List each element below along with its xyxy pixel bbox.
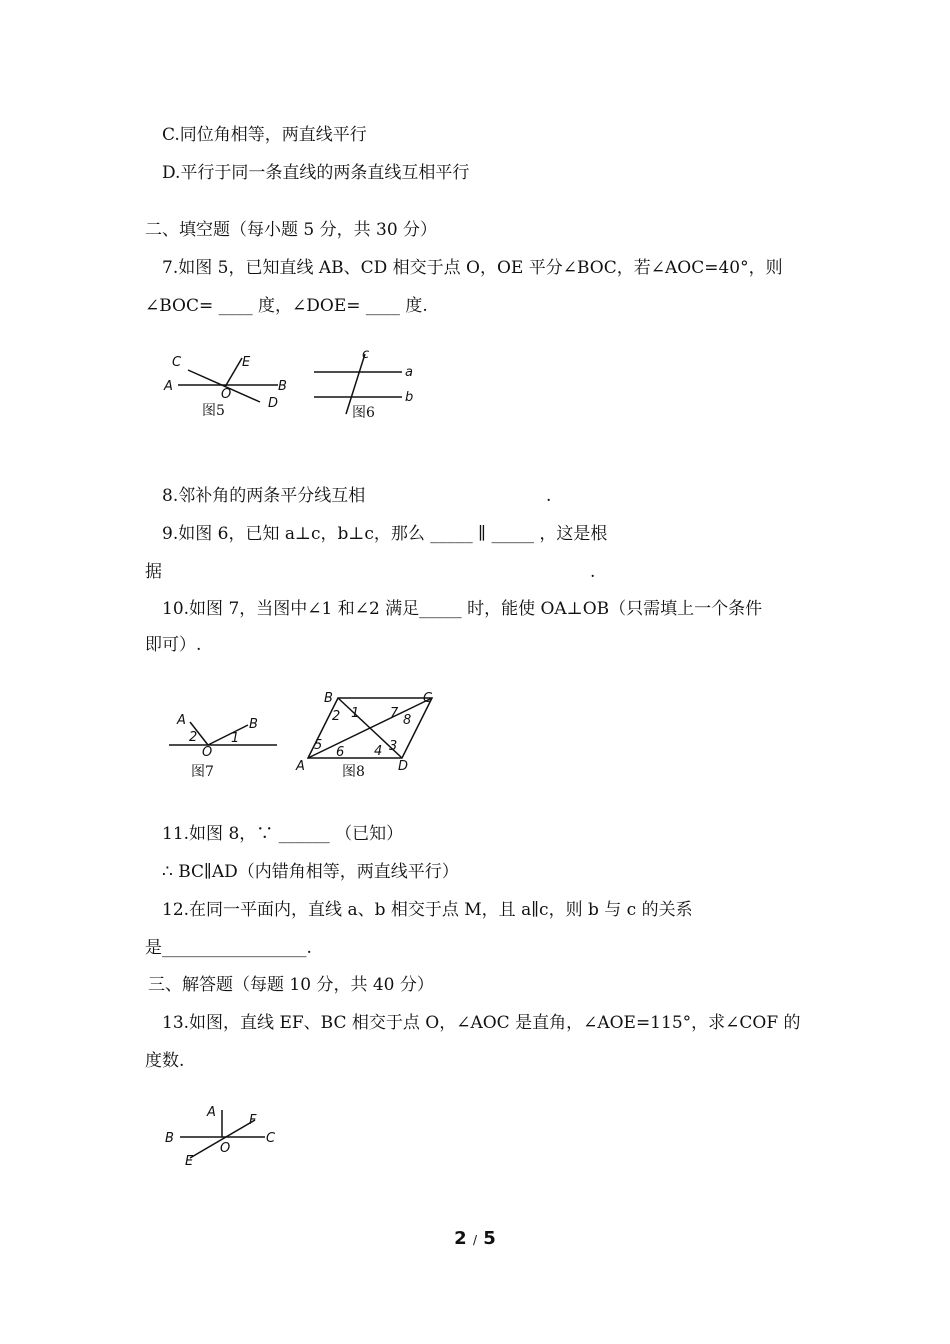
fig7-caption: 图7 <box>191 764 214 780</box>
q12-line2: 是_________________. <box>145 938 312 958</box>
option-c: C.同位角相等，两直线平行 <box>162 125 367 145</box>
fig8-label-4: 4 <box>374 744 383 759</box>
q11-line2: ∴ BC∥AD（内错角相等，两直线平行） <box>162 862 459 882</box>
fig7-label-a: A <box>177 713 186 728</box>
q9-end: . <box>590 562 596 582</box>
fig5-label-a: A <box>164 379 173 394</box>
figure-5 <box>160 350 300 427</box>
fig8-label-a: A <box>296 759 305 774</box>
fig13-label-f: F <box>249 1113 257 1128</box>
fig13-label-e: E <box>185 1154 194 1169</box>
page-separator: / <box>472 1233 478 1247</box>
q9-line2: 据 <box>145 562 162 582</box>
fig5-caption: 图5 <box>202 403 225 419</box>
fig7-label-b: B <box>249 717 258 732</box>
q8-end: . <box>546 486 552 506</box>
option-d: D.平行于同一条直线的两条直线互相平行 <box>162 163 470 183</box>
fig8-label-2: 2 <box>332 709 341 724</box>
page-number <box>0 1228 950 1249</box>
fig8-label-1: 1 <box>351 706 360 721</box>
fig5-label-e: E <box>242 355 251 370</box>
fig8-label-7: 7 <box>390 706 399 721</box>
q13-line2: 度数. <box>145 1051 185 1071</box>
fig8-label-d: D <box>398 759 409 774</box>
fig8-label-8: 8 <box>403 713 412 728</box>
figure-7 <box>165 708 285 788</box>
fig7-label-o: O <box>202 745 213 760</box>
q8-text: 8.邻补角的两条平分线互相 <box>162 486 366 506</box>
section2-heading: 二、填空题（每小题 5 分，共 30 分） <box>145 220 438 240</box>
fig13-label-a: A <box>207 1105 216 1120</box>
fig8-caption: 图8 <box>342 764 365 780</box>
q10-line2: 即可）. <box>145 635 202 655</box>
fig8-label-b: B <box>324 691 333 706</box>
figure-13 <box>160 1100 290 1177</box>
fig13-label-c: C <box>266 1131 276 1146</box>
q12-line1: 12.在同一平面内，直线 a、b 相交于点 M，且 a∥c，则 b 与 c 的关系 <box>162 900 693 920</box>
fig13-label-b: B <box>165 1131 174 1146</box>
fig13-label-o: O <box>220 1141 231 1156</box>
fig7-label-1: 1 <box>231 731 240 746</box>
fig8-label-5: 5 <box>314 738 323 753</box>
q7-line1: 7.如图 5，已知直线 AB、CD 相交于点 O，OE 平分∠BOC，若∠AOC=40°，则 <box>162 258 783 278</box>
fig5-label-o: O <box>221 387 232 402</box>
figure-6 <box>310 347 420 427</box>
q13-line1: 13.如图，直线 EF、BC 相交于点 O，∠AOC 是直角，∠AOE=115°，求∠COF 的 <box>162 1013 801 1033</box>
fig6-label-b: b <box>405 390 414 405</box>
q7-line2: ∠BOC= ____ 度，∠DOE= ____ 度. <box>145 296 428 316</box>
section3-heading: 三、解答题（每题 10 分，共 40 分） <box>148 975 434 995</box>
fig6-label-a: a <box>405 365 413 380</box>
fig8-label-3: 3 <box>389 739 398 754</box>
q10-line1: 10.如图 7，当图中∠1 和∠2 满足_____ 时，能使 OA⊥OB（只需填上一个条件 <box>162 599 763 619</box>
q11-line1: 11.如图 8，∵ ______ （已知） <box>162 824 404 844</box>
fig8-label-c: C <box>423 691 433 706</box>
page-current: 2 <box>454 1228 467 1249</box>
fig5-label-d: D <box>268 396 279 411</box>
fig5-label-c: C <box>172 355 182 370</box>
q9-line1: 9.如图 6，已知 a⊥c，b⊥c，那么 _____ ∥ _____ ，这是根 <box>162 524 608 544</box>
fig8-label-6: 6 <box>336 745 345 760</box>
fig6-label-c: c <box>362 347 370 362</box>
fig7-label-2: 2 <box>189 730 198 745</box>
fig5-label-b: B <box>278 379 287 394</box>
page-total: 5 <box>483 1228 496 1249</box>
figure-8 <box>292 690 442 787</box>
fig6-caption: 图6 <box>352 405 375 421</box>
